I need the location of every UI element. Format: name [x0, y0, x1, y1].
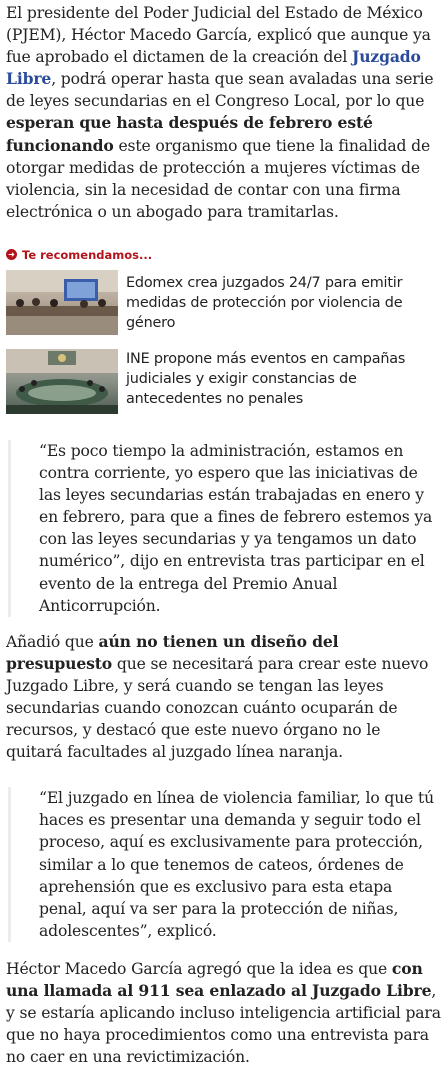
paragraph-3-text-b: , y se estaría aplicando incluso inteligencia artificial para que no haya procedimientos como una entrevista para no caer en una revictimización. — [6, 982, 441, 1067]
recommended-thumbnail[interactable] — [6, 349, 118, 414]
paragraph-3-bold: con una llamada al 911 sea enlazado al Juzgado Libre — [6, 958, 432, 1000]
juzgado-libre-link[interactable]: Juzgado Libre — [6, 47, 421, 89]
paragraph-1-bold: esperan que hasta después de febrero esté funcionando — [6, 113, 373, 155]
paragraph-1-text-b: , podrá operar hasta que sean avaladas una serie de leyes secundarias en el Congreso Local, por lo que — [6, 70, 434, 111]
recommended-item[interactable] — [6, 270, 441, 335]
recommended-item[interactable] — [6, 349, 441, 414]
paragraph-1-text-c: este organismo que tiene la finalidad de otorgar medidas de protección a mujeres víctimas de violencia, sin la necesidad de contar con una firma electrónica o un abogado para tramitarlas. — [6, 136, 431, 221]
recommended-thumbnail[interactable] — [6, 270, 118, 335]
paragraph-2-text-b: que se necesitará para crear este nuevo Juzgado Libre, y será cuando se tengan las leyes secundarias cuando conozcan cuánto ocuparán de recursos, y destacó que este nuevo órgano no le quitará facultades al juzgado línea naranja. — [6, 654, 429, 762]
courtroom-photo-icon — [6, 270, 118, 335]
blockquote-2-text: “El juzgado en línea de violencia familiar, lo que tú haces es presentar una demanda y seguir todo el proceso, aquí es exclusivamente para protección, similar a lo que tenemos de cateos, órdenes de aprehensión que es exclusivo para esta etapa penal, aquí va ser para la protección de niñas, adolescentes”, explicó. — [39, 789, 434, 940]
paragraph-1 — [6, 2, 441, 223]
paragraph-2 — [6, 631, 441, 764]
arrow-circle-icon: ➜ — [6, 249, 17, 260]
blockquote-1-text: “Es poco tiempo la administración, estamos en contra corriente, yo espero que las iniciativas de las leyes secundarias están trabajadas en enero y en febrero, para que a fines de febrero estemos ya con las leyes secundarias y ya tengamos un dato numérico”, dijo en entrevista tras participar en el evento de la entrega del Premio Anual Anticorrupción. — [39, 441, 433, 615]
session-photo-icon — [6, 349, 118, 414]
blockquote-2 — [8, 787, 441, 942]
recommended-item-title[interactable]: Edomex crea juzgados 24/7 para emitir medidas de protección por violencia de género — [126, 274, 403, 331]
recommended-header-label: Te recomendamos... — [22, 247, 153, 262]
paragraph-2-bold: aún no tienen un diseño del presupuesto — [6, 631, 339, 673]
paragraph-2-text-a: Añadió que — [6, 632, 99, 651]
blockquote-1 — [8, 440, 441, 617]
recommended-header — [6, 245, 441, 265]
paragraph-1-text-a: El presidente del Poder Judicial del Estado de México (PJEM), Héctor Macedo García, explicó que aunque ya fue aprobado el dictamen de la creación del — [6, 4, 431, 67]
paragraph-3-text-a: Héctor Macedo García agregó que la idea es que — [6, 959, 392, 978]
paragraph-3 — [6, 958, 441, 1068]
recommended-item-title[interactable]: INE propone más eventos en campañas judiciales y exigir constancias de antecedentes no penales — [126, 350, 406, 407]
